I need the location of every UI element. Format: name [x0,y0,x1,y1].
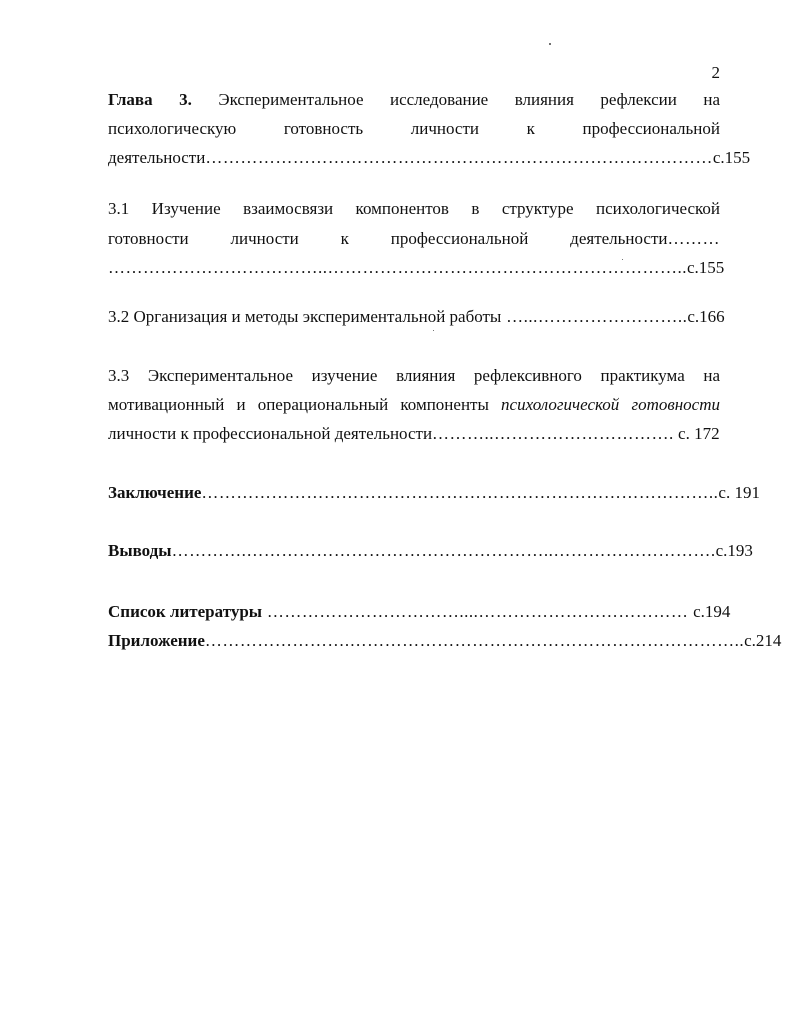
toc-section-3-3-title-part2: мотивационный и операциональный компоненты [108,395,489,414]
toc-section-3-3-line3 [108,423,720,445]
toc-section-3-1-line3 [108,257,725,279]
toc-chapter3-title-part3: деятельности [108,148,206,167]
toc-leader: …………………………………………………………………………… [205,148,713,167]
toc-section-3-1-line2 [108,228,720,250]
toc-page-ref: с.155 [687,258,725,277]
toc-section-3-3-line1: 3.3 Экспериментальное изучение влияния рефлексивного практикума на [108,366,720,385]
toc-section-3-2 [108,306,725,328]
toc-leader: ……………………………....……………………………… [262,602,694,621]
page-number: 2 [711,63,720,82]
scan-speck [549,43,551,45]
toc-references [108,601,731,623]
toc-chapter3-label: Глава 3. [108,90,192,109]
toc-chapter3-line1 [108,89,720,111]
toc-section-3-3-title-italic: психологической готовности [501,395,720,414]
toc-page-ref: с.194 [693,602,731,621]
scan-speck [433,330,434,331]
toc-page-ref: с. 191 [718,483,760,502]
toc-appendix-label: Приложение [108,631,205,650]
toc-page-ref: с.155 [712,148,751,167]
toc-section-3-3-title-part3: личности к профессиональной деятельности [108,424,433,443]
toc-page-ref: с.214 [744,631,782,650]
toc-leader: …………………………………………………………………………….. [201,483,719,502]
toc-page-ref: с.193 [715,541,753,560]
toc-references-label: Список литературы [108,602,263,621]
toc-section-3-1-line1: 3.1 Изучение взаимосвязи компонентов в структуре психологической [108,199,720,218]
toc-chapter3-title-part1: Экспериментальное исследование влияния рефлексии на [218,90,720,109]
toc-leader: …...…………………….. [501,307,688,326]
toc-leader: ………….……………………………………………..………………………. [171,541,716,560]
toc-leader: ………………………………..…………………………………………………….. [108,258,687,277]
toc-findings [108,540,753,562]
toc-chapter3-line3 [108,147,751,169]
toc-section-3-3-line2 [108,394,720,416]
toc-appendix [108,630,782,652]
toc-conclusion-label: Заключение [108,483,202,502]
toc-chapter3-line2: психологическую готовность личности к профессиональной [108,119,720,138]
toc-leader: ……… [667,229,720,248]
toc-page-ref: с. 172 [678,424,720,443]
toc-findings-label: Выводы [108,541,172,560]
toc-page-ref: с.166 [687,307,725,326]
toc-section-3-2-title: 3.2 Организация и методы экспериментальной работы [108,307,502,326]
toc-leader: …………………….………………………………………………………….. [204,631,745,650]
toc-section-3-1-title-part2: готовности личности к профессиональной деятельности [108,229,668,248]
toc-conclusion [108,482,760,504]
toc-leader: ………..…………………………. [432,424,674,443]
